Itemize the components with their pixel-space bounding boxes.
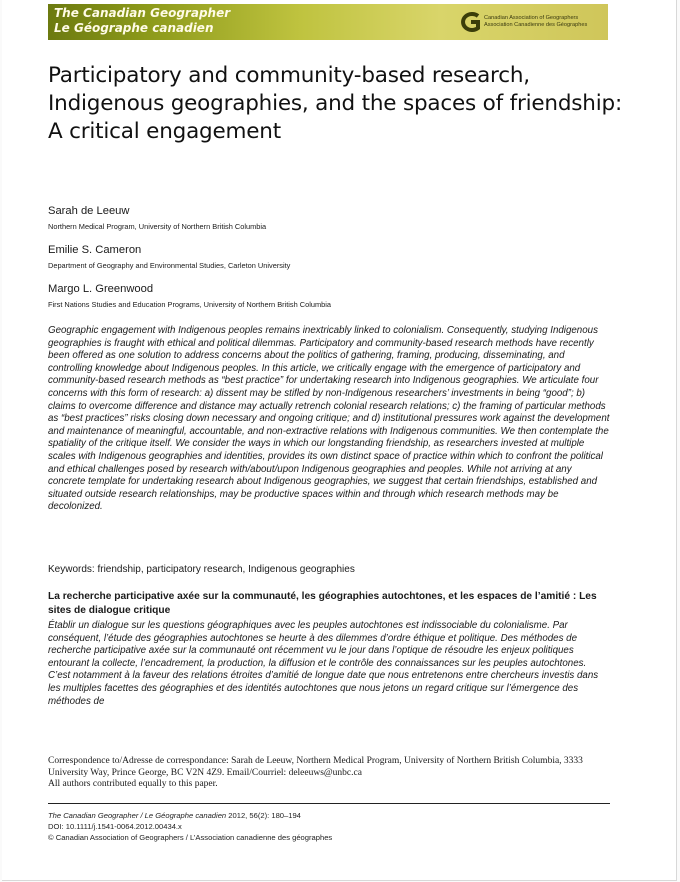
- correspondence-note: [48, 756, 618, 791]
- author-entry: [48, 204, 608, 232]
- french-title: La recherche participative axée sur la communauté, les géographies autochtones, et les espaces de l’amitié : Les sites de dialogue critique: [48, 591, 597, 616]
- footer-journal: The Canadian Geographer / Le Géographe canadien: [48, 811, 227, 820]
- cag-logo-icon: [460, 12, 482, 32]
- citation-footer: [48, 810, 332, 843]
- author-list: [48, 204, 608, 321]
- author-name: Sarah de Leeuw: [48, 205, 130, 217]
- journal-name: [54, 6, 230, 36]
- journal-name-en: The Canadian Geographer: [54, 6, 231, 20]
- author-name: Emilie S. Cameron: [48, 244, 142, 256]
- footer-doi: DOI: 10.1111/j.1541-0064.2012.00434.x: [48, 822, 182, 831]
- footer-divider: [48, 803, 610, 804]
- footer-copyright: © Canadian Association of Geographers / L’Association canadienne des géographes: [48, 833, 333, 842]
- article-page: [2, 0, 677, 881]
- journal-name-fr: Le Géographe canadien: [54, 21, 214, 35]
- abstract-en: Geographic engagement with Indigenous peoples remains inextricably linked to colonialism. Consequently, studying Indigenous geographies is fraught with ethical and political dilemmas. Participatory and community-based research methods have recently been offered as one solution to address concerns about the politics of gathering, framing, producing, disseminating, and controlling knowledge about Indigenous peoples. In this article, we critically engage with the emergence of participatory and community-based research methods as “best practice” for undertaking research into Indigenous geographies. We articulate four concerns with this form of research: a) dissent may be stifled by non-Indigenous researchers’ investments in being “good”; b) claims to overcome difference and distance may actually retrench colonial research relations; c) the framing of particular methods as “best practices” risks closing down necessary and ongoing critique; and d) institutional pressures work against the development and maintenance of meaningful, accountable, and non-extractive relations with Indigenous communities. We then contemplate the spatiality of the critique itself. We consider the ways in which our longstanding friendship, as researchers invested at multiple scales with Indigenous geographies and identities, provides its own distinct space of practice within which to confront the political and ethical challenges posed by research with/about/upon Indigenous geographies and peoples. While not arriving at any concrete template for undertaking research about Indigenous geographies, we suggest that certain friendships, established and situated outside research relationships, may be productive spaces within and through which research methods may be decolonized.: [48, 325, 610, 513]
- association-name-en: Canadian Association of Geographers: [484, 15, 579, 21]
- author-entry: [48, 282, 608, 310]
- keywords: Keywords: friendship, participatory research, Indigenous geographies: [48, 564, 355, 575]
- citation-line: [48, 810, 332, 821]
- association-name: [484, 15, 587, 29]
- author-entry: [48, 243, 608, 271]
- contribution-note: All authors contributed equally to this paper.: [48, 779, 218, 789]
- abstract-fr: Établir un dialogue sur les questions géographiques avec les peuples autochtones est indissociable du colonialisme. Par conséquent, l’étude des géographies autochtones se heurte à des dilemmes d’ordre éthique et politique. Des méthodes de recherche participative axée sur la communauté ont récemment vu le jour dans l’optique de résoudre les enjeux politiques entourant la collecte, l’encadrement, la production, la diffusion et le contrôle des connaissances sur les peuples autochtones. C’est notamment à la faveur des relations étroites d’amitié de longue date que nous entretenons entre chercheurs investis dans les multiples facettes des géographies et des identités autochtones que nous jetons un regard critique sur l’émergence des méthodes de: [48, 620, 599, 707]
- journal-banner: [48, 4, 608, 40]
- footer-issue: 2012, 56(2): 180–194: [226, 811, 301, 820]
- association-name-fr: Association Canadienne des Géographes: [484, 22, 588, 28]
- article-title: Participatory and community-based research, Indigenous geographies, and the spaces of friendship: A critical engagement: [48, 63, 622, 144]
- author-affiliation: Department of Geography and Environmental Studies, Carleton University: [48, 261, 291, 270]
- author-affiliation: First Nations Studies and Education Programs, University of Northern British Columbia: [48, 300, 332, 309]
- author-affiliation: Northern Medical Program, University of Northern British Columbia: [48, 222, 267, 231]
- correspondence-address: Correspondence to/Adresse de correspondance: Sarah de Leeuw, Northern Medical Program, University of Northern British Columbia, 3333 University Way, Prince George, BC V2N 4Z9. Email/Courriel: deleeuws@unbc.ca: [48, 756, 583, 778]
- author-name: Margo L. Greenwood: [48, 283, 154, 295]
